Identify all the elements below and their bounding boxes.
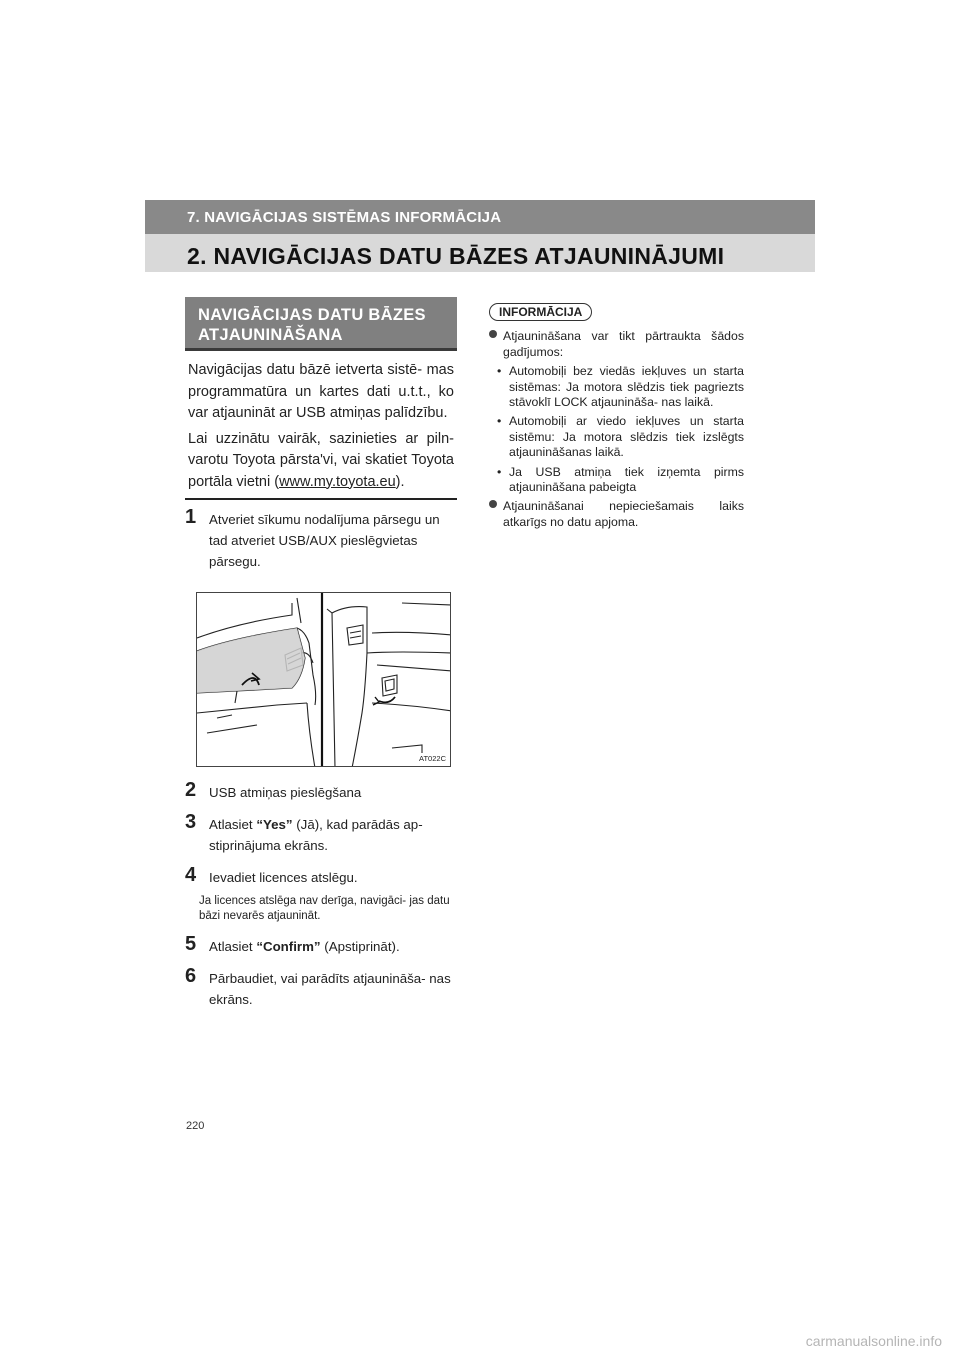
info-subitem-3 (489, 465, 744, 496)
step-3 (185, 811, 457, 856)
sub-text: Automobiļi ar viedo iekļuves un starta sistēmu: Ja motora slēdzis tiek izslēgts atjaunināšanas laikā. (509, 414, 744, 460)
step-text: Ievadiet licences atslēgu. (209, 870, 358, 885)
step-2 (185, 779, 457, 803)
step-number: 5 (185, 933, 197, 955)
step-text-post: (Apstiprināt). (320, 939, 400, 954)
step-number: 3 (185, 811, 197, 833)
information-badge: INFORMĀCIJA (489, 303, 592, 321)
info-item-duration (489, 499, 744, 530)
sub-bullet: • (497, 464, 502, 479)
yes-option: “Yes” (256, 817, 293, 832)
step-text: USB atmiņas pieslēgšana (209, 785, 362, 800)
step-number: 1 (185, 506, 197, 528)
topic-divider (185, 348, 457, 351)
section-band (145, 200, 815, 234)
topic-title-line2: ATJAUNINĀŠANA (198, 326, 343, 344)
step-6 (185, 965, 457, 1010)
step-text: Atveriet sīkumu nodalījuma pārsegu un tad atveriet USB/AUX pieslēgvietas pārsegu. (209, 512, 440, 569)
info-subitem-1 (489, 364, 744, 410)
step-number: 4 (185, 864, 197, 886)
step-4 (185, 864, 457, 888)
step-5 (185, 933, 457, 957)
info-subitem-2 (489, 414, 744, 460)
step-text-post: (Jā), kad parādās ap- stiprinājuma ekrāns. (209, 817, 423, 853)
intro-text-after-link: ). (395, 473, 405, 490)
sub-text: Ja USB atmiņa tiek izņemta pirms atjaunināšana pabeigta (509, 464, 744, 495)
sub-bullet: • (497, 364, 502, 379)
intro-paragraph-2 (188, 429, 454, 494)
info-text: Atjaunināšana var tikt pārtraukta šādos gadījumos: (503, 329, 744, 359)
step-text-pre: Atlasiet (209, 817, 257, 832)
step-text: Pārbaudiet, vai parādīts atjaunināša- nas ekrāns. (209, 971, 451, 1007)
info-item-interruption (489, 329, 744, 360)
step-number: 6 (185, 965, 197, 987)
dashboard-drawing (197, 593, 451, 767)
license-note (185, 894, 457, 924)
intro-text-before-link: Lai uzzinātu vairāk, sazinieties ar piln- varotu Toyota pārsta'vi, vai skatiet Toyota portāla vietni ( (188, 430, 454, 490)
bullet-dot (489, 500, 497, 508)
toyota-portal-link[interactable]: www.my.toyota.eu (279, 473, 396, 490)
bullet-dot (489, 330, 497, 338)
topic-heading-box (185, 297, 457, 348)
page-number: 220 (186, 1120, 205, 1132)
confirm-option: “Confirm” (256, 939, 321, 954)
note-text: Ja licences atslēga nav derīga, navigāci- jas datu bāzi nevarēs atjaunināt. (199, 895, 450, 922)
figure-code: AT022C (419, 754, 446, 763)
right-column (489, 303, 744, 531)
intro-box (185, 360, 457, 500)
step-text-pre: Atlasiet (209, 939, 257, 954)
step-1 (185, 506, 457, 572)
step-number: 2 (185, 779, 197, 801)
chapter-header (145, 200, 815, 272)
sub-text: Automobiļi bez viedās iekļuves un starta sistēmas: Ja motora slēdzis tiek pagriezts stāvoklī LOCK atjaunināša- nas laikā. (509, 364, 744, 409)
info-text: Atjaunināšanai nepieciešamais laiks atkarīgs no datu apjoma. (503, 499, 744, 530)
topic-title-line1: NAVIGĀCIJAS DATU BĀZES (198, 306, 426, 324)
section-title: 7. NAVIGĀCIJAS SISTĒMAS INFORMĀCIJA (187, 209, 502, 226)
watermark: carmanualsonline.info (805, 1333, 942, 1349)
chapter-title: 2. NAVIGĀCIJAS DATU BĀZES ATJAUNINĀJUMI (187, 243, 725, 269)
sub-bullet: • (497, 414, 502, 429)
dashboard-illustration (196, 592, 451, 767)
intro-paragraph-1: Navigācijas datu bāzē ietverta sistē- mas programmatūra un kartes dati u.t.t., ko var atjaunināt ar USB atmiņas palīdzību. (188, 362, 454, 421)
